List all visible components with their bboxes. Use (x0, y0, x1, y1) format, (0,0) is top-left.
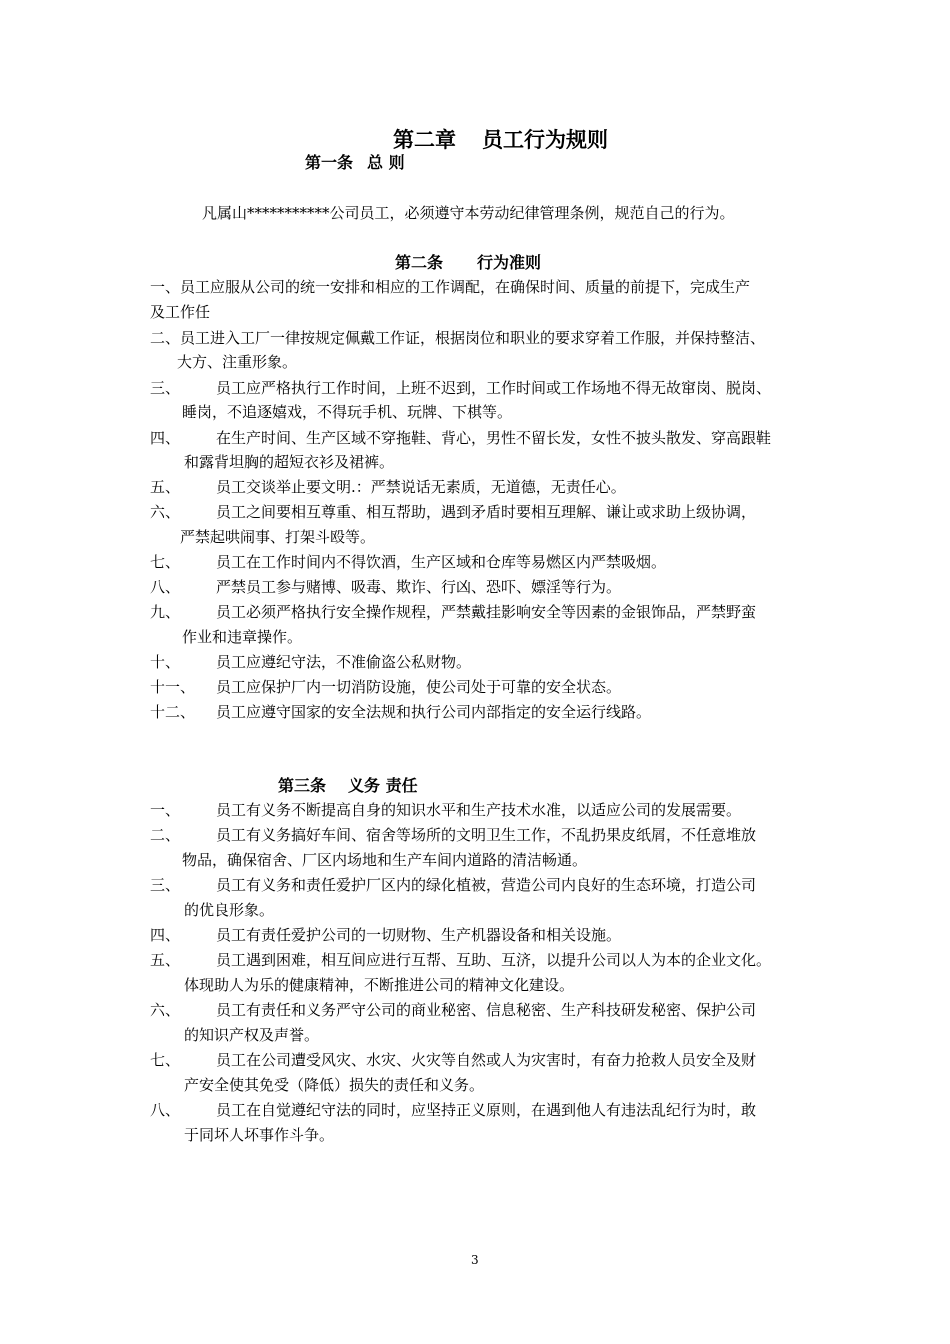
a2-item-8-line-1: 严禁员工参与赌博、吸毒、欺诈、行凶、恐吓、嫖淫等行为。 (216, 578, 622, 596)
a2-item-9-line-2: 作业和违章操作。 (182, 628, 303, 646)
article-1-number: 第一条 (305, 153, 354, 172)
chapter-title (393, 127, 608, 153)
a3-item-1-line-1: 员工有义务不断提高自身的知识水平和生产技术水准，以适应公司的发展需要。 (216, 801, 742, 819)
a2-item-2-line-1 (150, 328, 765, 348)
a2-item-1-line-1 (150, 277, 750, 297)
article-3-number: 第三条 (278, 776, 327, 795)
a2-item-1-line-2: 及工作任 (150, 303, 211, 321)
a2-item-9-line-1: 员工必须严格执行安全操作规程，严禁戴挂影响安全等因素的金银饰品，严禁野蛮 (216, 603, 757, 621)
a3-item-5-line-1: 员工遇到困难，相互间应进行互帮、互助、互济，以提升公司以人为本的企业文化。 (216, 951, 772, 969)
a2-item-4-line-2: 和露背坦胸的超短衣衫及裙裤。 (184, 453, 395, 471)
article-2-title: 行为准则 (477, 253, 542, 272)
a2-item-8-number: 八、 (150, 578, 181, 596)
a3-item-2-number: 二、 (150, 826, 181, 844)
a2-item-12-number: 十二、 (150, 703, 196, 721)
article-3-heading (278, 775, 418, 797)
a3-item-8-number: 八、 (150, 1101, 181, 1119)
a2-item-6-line-1: 员工之间要相互尊重、相互帮助，遇到矛盾时要相互理解、谦让或求助上级协调， (216, 503, 757, 521)
a2-item-2-line-2: 大方、注重形象。 (177, 353, 298, 371)
a2-item-2-text: 员工进入工厂一律按规定佩戴工作证，根据岗位和职业的要求穿着工作服，并保持整洁、 (180, 329, 766, 347)
chapter-name: 员工行为规则 (482, 127, 608, 152)
a3-item-4-line-1: 员工有责任爱护公司的一切财物、生产机器设备和相关设施。 (216, 926, 622, 944)
a2-item-9-number: 九、 (150, 603, 181, 621)
article-3-title: 义务 责任 (348, 776, 418, 795)
a3-item-8-line-2: 于同坏人坏事作斗争。 (184, 1126, 335, 1144)
a2-item-5-number: 五、 (150, 478, 181, 496)
a2-item-1-text: 员工应服从公司的统一安排和相应的工作调配，在确保时间、质量的前提下，完成生产 (180, 278, 751, 296)
a3-item-5-number: 五、 (150, 951, 181, 969)
a2-item-1-number: 一、 (150, 278, 181, 296)
a2-item-3-line-1: 员工应严格执行工作时间，上班不迟到，工作时间或工作场地不得无故窜岗、脱岗、 (216, 379, 772, 397)
a3-item-7-number: 七、 (150, 1051, 181, 1069)
article-2-heading (395, 252, 541, 274)
a2-item-5-line-1: 员工交谈举止要文明.：严禁说话无素质，无道德，无责任心。 (216, 478, 626, 496)
a2-item-6-number: 六、 (150, 503, 181, 521)
a3-item-1-number: 一、 (150, 801, 181, 819)
a2-item-11-line-1: 员工应保护厂内一切消防设施，使公司处于可靠的安全状态。 (216, 678, 622, 696)
a3-item-7-line-2: 产安全使其免受（降低）损失的责任和义务。 (184, 1076, 485, 1094)
a2-item-6-line-2: 严禁起哄闹事、打架斗殴等。 (180, 528, 376, 546)
a3-item-3-line-1: 员工有义务和责任爱护厂区内的绿化植被，营造公司内良好的生态环境，打造公司 (216, 876, 757, 894)
a3-item-2-line-1: 员工有义务搞好车间、宿舍等场所的文明卫生工作，不乱扔果皮纸屑，不任意堆放 (216, 826, 757, 844)
page-number: 3 (471, 1253, 479, 1267)
a3-item-4-number: 四、 (150, 926, 181, 944)
a3-item-3-line-2: 的优良形象。 (184, 901, 275, 919)
a2-item-4-line-1: 在生产时间、生产区域不穿拖鞋、背心，男性不留长发，女性不披头散发、穿高跟鞋 (216, 429, 772, 447)
a2-item-3-line-2: 睡岗，不追逐嬉戏，不得玩手机、玩牌、下棋等。 (182, 403, 513, 421)
a2-item-10-number: 十、 (150, 653, 181, 671)
a3-item-6-line-1: 员工有责任和义务严守公司的商业秘密、信息秘密、生产科技研发秘密、保护公司 (216, 1001, 757, 1019)
article-1-heading (305, 152, 405, 174)
article-2-number: 第二条 (395, 253, 444, 272)
a2-item-10-line-1: 员工应遵纪守法，不准偷盗公私财物。 (216, 653, 472, 671)
a3-item-5-line-2: 体现助人为乐的健康精神，不断推进公司的精神文化建设。 (184, 976, 575, 994)
a2-item-3-number: 三、 (150, 379, 181, 397)
a3-item-8-line-1: 员工在自觉遵纪守法的同时，应坚持正义原则，在遇到他人有违法乱纪行为时，敢 (216, 1101, 757, 1119)
a2-item-7-number: 七、 (150, 553, 181, 571)
a3-item-7-line-1: 员工在公司遭受风灾、水灾、火灾等自然或人为灾害时，有奋力抢救人员安全及财 (216, 1051, 757, 1069)
a2-item-4-number: 四、 (150, 429, 181, 447)
article-1-title: 总 则 (367, 153, 405, 172)
a3-item-3-number: 三、 (150, 876, 181, 894)
article-1-paragraph: 凡属山***********公司员工，必须遵守本劳动纪律管理条例，规范自己的行为。 (202, 204, 735, 222)
a2-item-2-number: 二、 (150, 329, 181, 347)
a2-item-12-line-1: 员工应遵守国家的安全法规和执行公司内部指定的安全运行线路。 (216, 703, 652, 721)
a2-item-7-line-1: 员工在工作时间内不得饮酒，生产区域和仓库等易燃区内严禁吸烟。 (216, 553, 667, 571)
chapter-number: 第二章 (393, 127, 456, 152)
a3-item-6-number: 六、 (150, 1001, 181, 1019)
a3-item-6-line-2: 的知识产权及声誉。 (184, 1026, 320, 1044)
a3-item-2-line-2: 物品，确保宿舍、厂区内场地和生产车间内道路的清洁畅通。 (182, 851, 588, 869)
a2-item-11-number: 十一、 (150, 678, 196, 696)
